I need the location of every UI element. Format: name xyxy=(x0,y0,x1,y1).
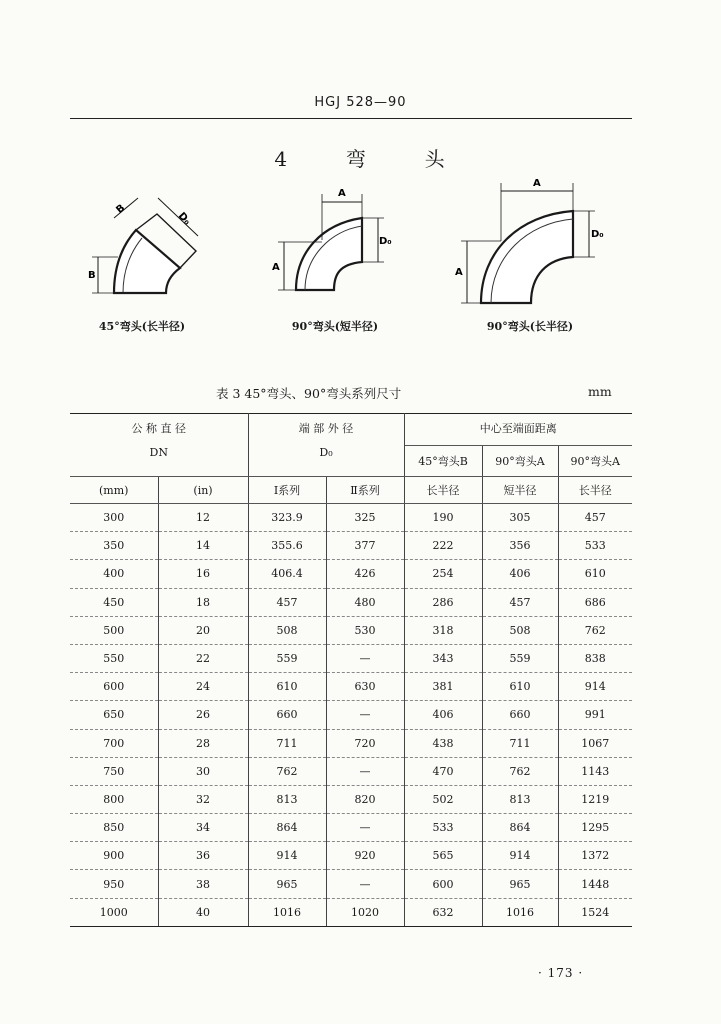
table-row xyxy=(70,785,632,813)
table-cell: 325 xyxy=(326,504,404,532)
table-cell: 686 xyxy=(558,588,632,616)
table-cell: 1000 xyxy=(70,898,158,926)
table-cell: 343 xyxy=(404,644,482,672)
header-nominal-diameter: 公 称 直 径 xyxy=(70,414,248,446)
table-row xyxy=(70,532,632,560)
table-cell: 457 xyxy=(248,588,326,616)
table-cell: 508 xyxy=(482,616,558,644)
table-cell: 500 xyxy=(70,616,158,644)
table-row xyxy=(70,560,632,588)
table-cell: 190 xyxy=(404,504,482,532)
page-number: · 173 · xyxy=(538,966,584,980)
table-cell: 610 xyxy=(558,560,632,588)
table-cell: 550 xyxy=(70,644,158,672)
header-center-to-end: 中心至端面距离 xyxy=(404,414,632,446)
table-cell: 559 xyxy=(248,644,326,672)
table-cell: 1016 xyxy=(248,898,326,926)
table-cell: 286 xyxy=(404,588,482,616)
table-cell: 502 xyxy=(404,785,482,813)
table-cell: 400 xyxy=(70,560,158,588)
table-cell: 40 xyxy=(158,898,248,926)
table-row xyxy=(70,504,632,532)
table-cell: 700 xyxy=(70,729,158,757)
dim-label-b-vertical: B xyxy=(88,270,96,281)
table-cell: 14 xyxy=(158,532,248,560)
table-cell: 32 xyxy=(158,785,248,813)
table-cell: 480 xyxy=(326,588,404,616)
table-cell: 20 xyxy=(158,616,248,644)
section-title-char-2: 头 xyxy=(424,147,447,171)
table-cell: 34 xyxy=(158,814,248,842)
table-cell: 864 xyxy=(482,814,558,842)
table-cell: 36 xyxy=(158,842,248,870)
table-cell: 600 xyxy=(404,870,482,898)
header-90-elbow-a-short: 90°弯头A xyxy=(482,446,558,477)
table-cell: — xyxy=(326,814,404,842)
table-row xyxy=(70,729,632,757)
table-row xyxy=(70,814,632,842)
table-cell: 711 xyxy=(248,729,326,757)
table-cell: 457 xyxy=(482,588,558,616)
dim-label-b-diagonal: B xyxy=(114,202,128,216)
table-cell: 762 xyxy=(248,757,326,785)
table-row xyxy=(70,842,632,870)
table-cell: 914 xyxy=(558,673,632,701)
table-cell: 630 xyxy=(326,673,404,701)
table-cell: 318 xyxy=(404,616,482,644)
table-cell: 470 xyxy=(404,757,482,785)
table-cell: — xyxy=(326,757,404,785)
table-cell: 12 xyxy=(158,504,248,532)
header-short-radius-90: 短半径 xyxy=(482,477,558,504)
header-series-1: Ⅰ系列 xyxy=(248,477,326,504)
table-cell: 222 xyxy=(404,532,482,560)
table-cell: 406 xyxy=(404,701,482,729)
header-90-elbow-a-long: 90°弯头A xyxy=(558,446,632,477)
table-cell: 762 xyxy=(482,757,558,785)
document-header: HGJ 528—90 xyxy=(314,95,407,110)
table-cell: 813 xyxy=(482,785,558,813)
table-cell: 800 xyxy=(70,785,158,813)
table-cell: 1067 xyxy=(558,729,632,757)
table-cell: 610 xyxy=(482,673,558,701)
table-cell: 30 xyxy=(158,757,248,785)
table-cell: 305 xyxy=(482,504,558,532)
table-cell: 920 xyxy=(326,842,404,870)
table-cell: — xyxy=(326,701,404,729)
table-cell: 38 xyxy=(158,870,248,898)
elbow-45-long-radius-diagram xyxy=(78,190,208,305)
section-number: 4 xyxy=(274,147,290,171)
section-title xyxy=(0,143,721,172)
table-cell: 965 xyxy=(248,870,326,898)
section-title-char-1: 弯 xyxy=(345,147,368,171)
table-cell: 991 xyxy=(558,701,632,729)
table-cell: 24 xyxy=(158,673,248,701)
table-cell: 377 xyxy=(326,532,404,560)
table-row xyxy=(70,673,632,701)
figure-caption-90-short: 90°弯头(短半径) xyxy=(291,320,379,333)
table-cell: 1524 xyxy=(558,898,632,926)
table-cell: 18 xyxy=(158,588,248,616)
table-cell: 900 xyxy=(70,842,158,870)
figure-caption-90-long: 90°弯头(长半径) xyxy=(486,320,574,333)
table-cell: 254 xyxy=(404,560,482,588)
table-cell: 438 xyxy=(404,729,482,757)
table-cell: 350 xyxy=(70,532,158,560)
table-cell: 323.9 xyxy=(248,504,326,532)
table-cell: — xyxy=(326,870,404,898)
table-cell: 650 xyxy=(70,701,158,729)
table-cell: 300 xyxy=(70,504,158,532)
dim-label-d0: D₀ xyxy=(591,229,604,240)
table-cell: 632 xyxy=(404,898,482,926)
table-cell: 965 xyxy=(482,870,558,898)
table-cell: 914 xyxy=(482,842,558,870)
dim-label-a-vertical: A xyxy=(272,262,280,273)
table-cell: 864 xyxy=(248,814,326,842)
header-series-2: Ⅱ系列 xyxy=(326,477,404,504)
table-cell: 914 xyxy=(248,842,326,870)
table-row xyxy=(70,644,632,672)
table-cell: 762 xyxy=(558,616,632,644)
header-long-radius-90: 长半径 xyxy=(558,477,632,504)
figure-caption-45-long: 45°弯头(长半径) xyxy=(98,320,186,333)
table-cell: — xyxy=(326,644,404,672)
table-row xyxy=(70,701,632,729)
table-cell: 450 xyxy=(70,588,158,616)
table-cell: 22 xyxy=(158,644,248,672)
elbow-dimensions-table xyxy=(70,413,632,927)
header-mm: (mm) xyxy=(70,477,158,504)
header-dn: DN xyxy=(70,446,248,477)
header-in: (in) xyxy=(158,477,248,504)
header-d0: D₀ xyxy=(248,446,404,477)
table-cell: 426 xyxy=(326,560,404,588)
table-unit: mm xyxy=(588,384,612,399)
dim-label-a-vertical: A xyxy=(455,267,463,278)
table-cell: 533 xyxy=(558,532,632,560)
table-cell: 508 xyxy=(248,616,326,644)
header-long-radius-45: 长半径 xyxy=(404,477,482,504)
table-cell: 1372 xyxy=(558,842,632,870)
dim-label-a-horizontal: A xyxy=(338,188,346,199)
table-cell: 660 xyxy=(482,701,558,729)
table-cell: 1020 xyxy=(326,898,404,926)
table-row xyxy=(70,616,632,644)
table-cell: 28 xyxy=(158,729,248,757)
table-cell: 1295 xyxy=(558,814,632,842)
table-cell: 838 xyxy=(558,644,632,672)
dim-label-d0: D₀ xyxy=(379,236,392,247)
table-cell: 850 xyxy=(70,814,158,842)
table-cell: 381 xyxy=(404,673,482,701)
table-cell: 1143 xyxy=(558,757,632,785)
table-cell: 16 xyxy=(158,560,248,588)
header-45-elbow-b: 45°弯头B xyxy=(404,446,482,477)
table-cell: 950 xyxy=(70,870,158,898)
table-cell: 711 xyxy=(482,729,558,757)
table-cell: 600 xyxy=(70,673,158,701)
table-cell: 813 xyxy=(248,785,326,813)
table-cell: 406 xyxy=(482,560,558,588)
table-row xyxy=(70,588,632,616)
table-cell: 457 xyxy=(584,511,606,525)
dim-label-a-horizontal: A xyxy=(533,178,541,189)
table-cell: 533 xyxy=(404,814,482,842)
table-cell: 1219 xyxy=(558,785,632,813)
table-cell: 530 xyxy=(326,616,404,644)
table-cell: 355.6 xyxy=(248,532,326,560)
table-row xyxy=(70,757,632,785)
table-cell: 26 xyxy=(158,701,248,729)
header-outer-diameter: 端 部 外 径 xyxy=(248,414,404,446)
table-cell: 660 xyxy=(248,701,326,729)
elbow-90-short-radius-diagram xyxy=(270,180,395,300)
table-cell: 406.4 xyxy=(248,560,326,588)
table-cell: 356 xyxy=(482,532,558,560)
table-cell: 565 xyxy=(404,842,482,870)
table-cell: 750 xyxy=(70,757,158,785)
table-cell: 820 xyxy=(326,785,404,813)
table-body xyxy=(70,504,632,927)
table-cell: 610 xyxy=(248,673,326,701)
elbow-90-long-radius-diagram xyxy=(455,175,605,315)
dim-label-d0: D₀ xyxy=(175,210,193,228)
table-row xyxy=(70,898,632,926)
table-caption: 表 3 45°弯头、90°弯头系列尺寸 xyxy=(216,386,402,401)
header-rule xyxy=(70,118,632,119)
table-cell: 1016 xyxy=(482,898,558,926)
table-cell: 1448 xyxy=(558,870,632,898)
table-cell: 720 xyxy=(326,729,404,757)
table-row xyxy=(70,870,632,898)
table-cell: 559 xyxy=(482,644,558,672)
